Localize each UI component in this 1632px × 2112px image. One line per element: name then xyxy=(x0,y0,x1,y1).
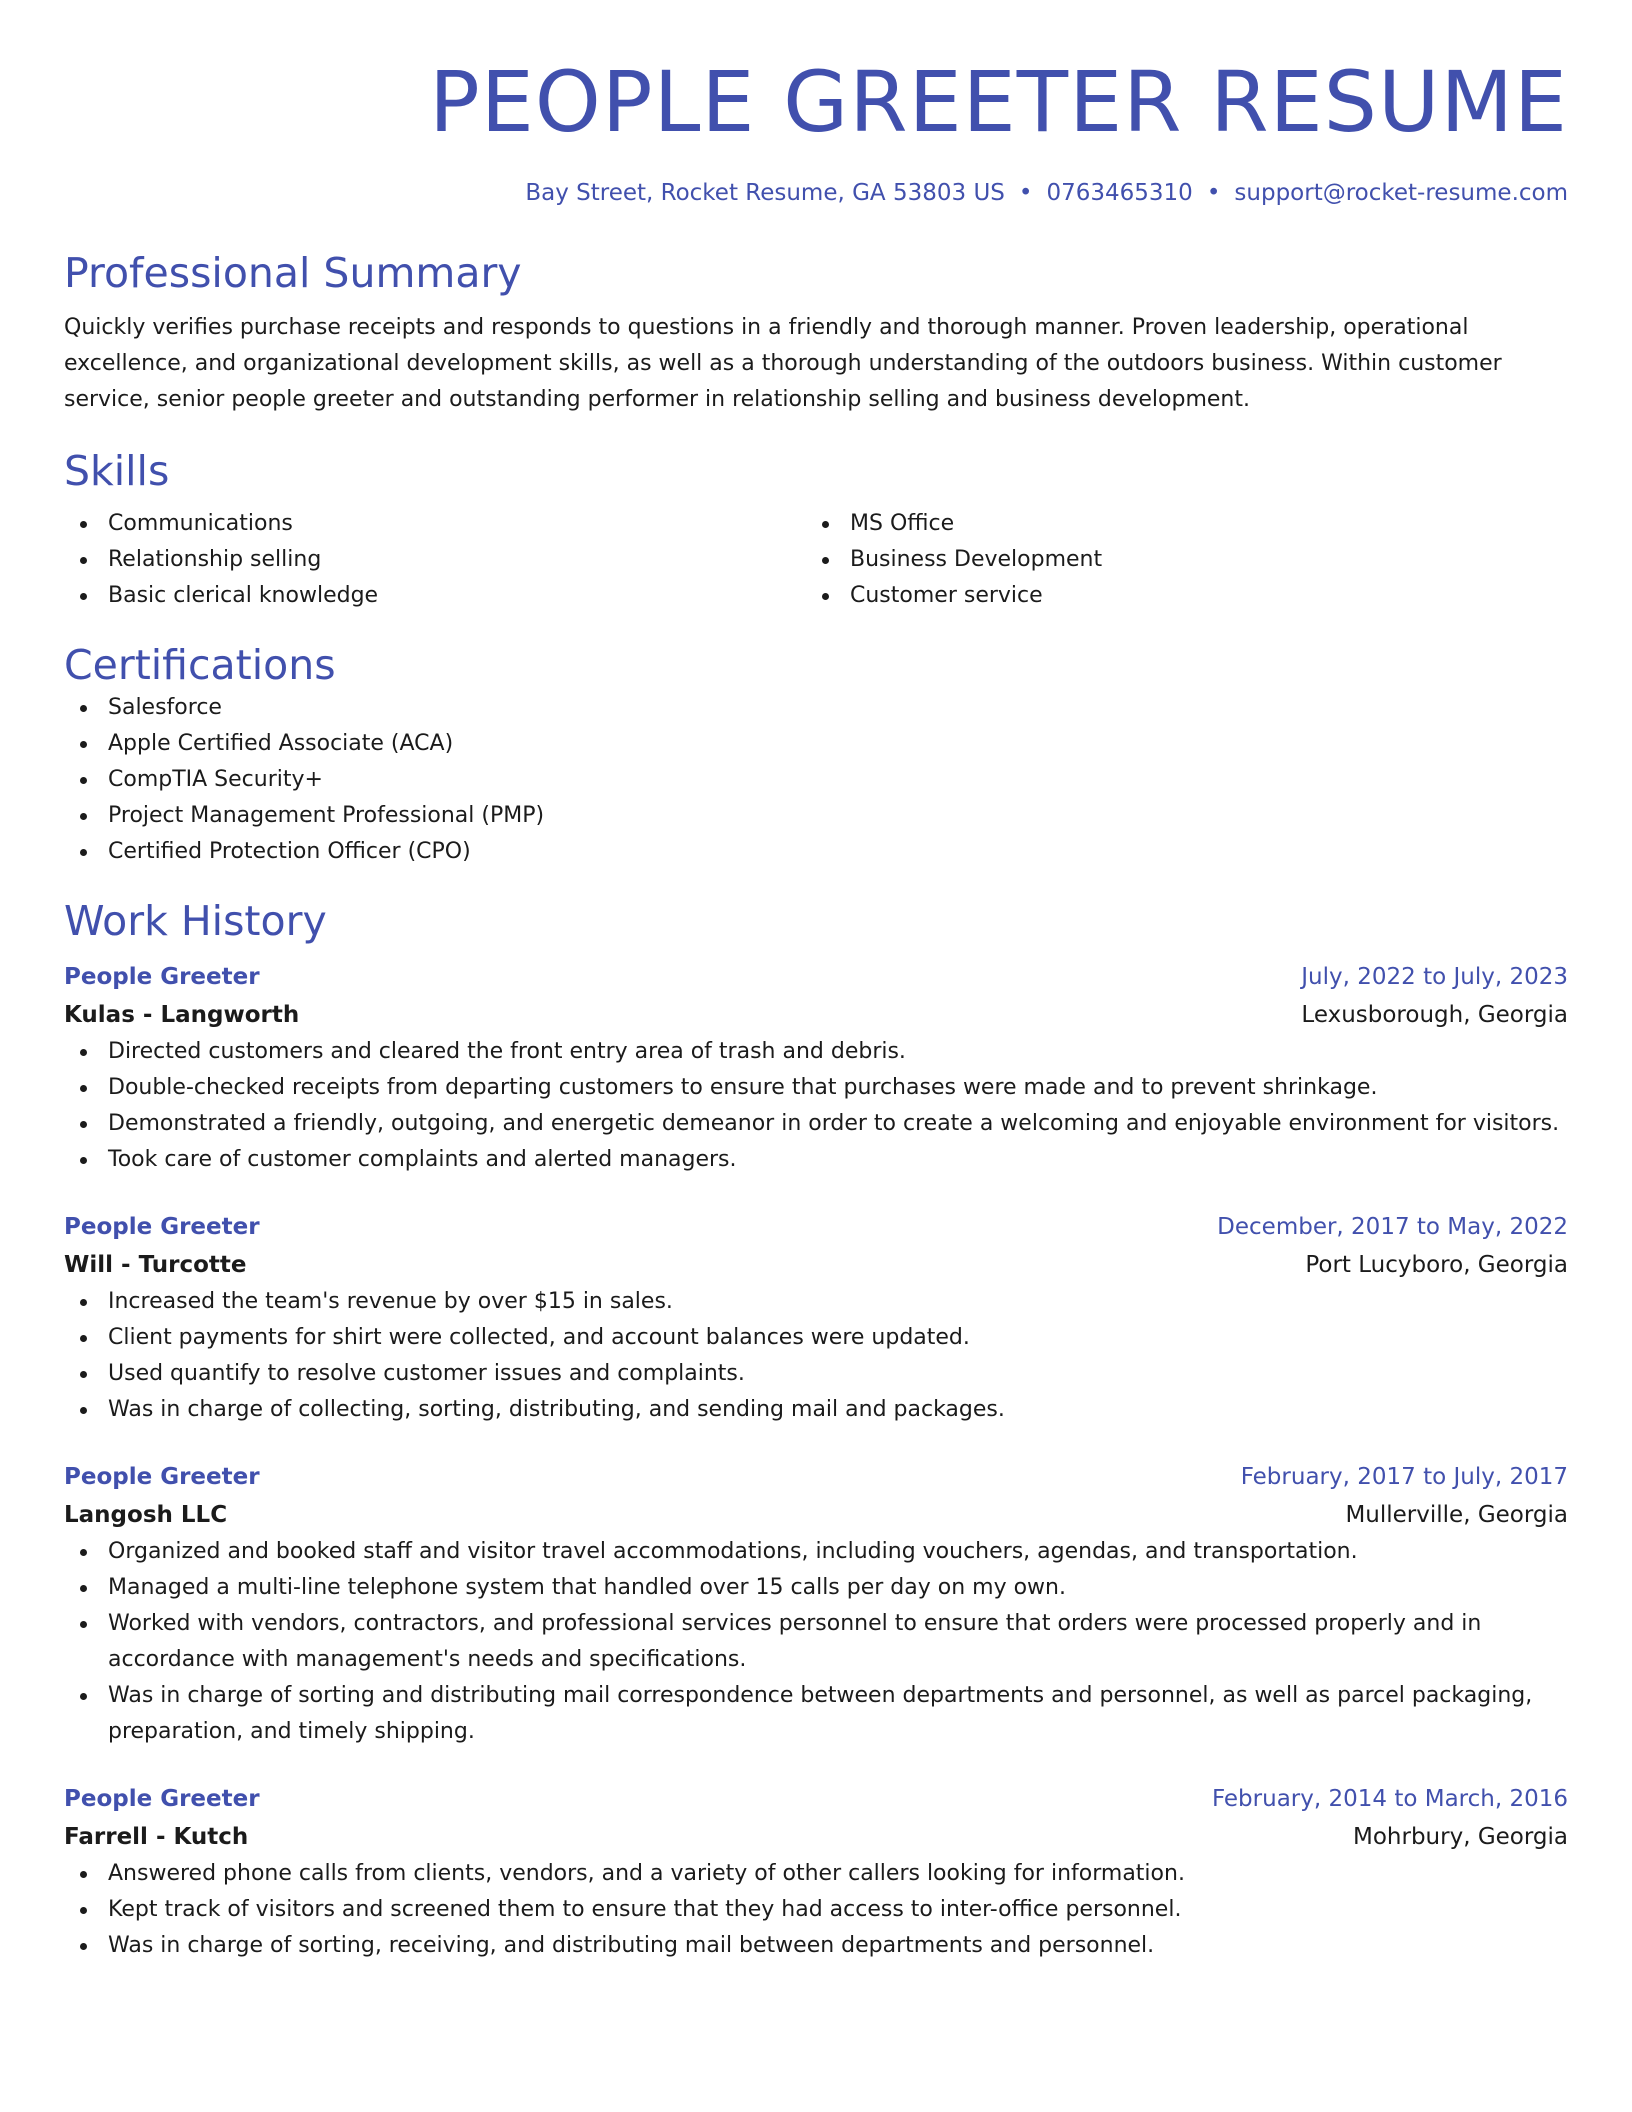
job-duty: Double-checked receipts from departing customers to ensure that purchases were made and to prevent shrinkage. xyxy=(64,1070,1568,1106)
job-duty: Increased the team's revenue by over $15 in sales. xyxy=(64,1284,1568,1320)
skill-item: Relationship selling xyxy=(64,542,806,578)
certification-item: Apple Certified Associate (ACA) xyxy=(64,726,1568,762)
contact-separator: • xyxy=(1206,180,1221,206)
job-duties-list xyxy=(64,1034,1568,1178)
job-company: Will - Turcotte xyxy=(64,1252,247,1278)
job-title: People Greeter xyxy=(64,1214,260,1240)
certifications-list xyxy=(64,690,1568,870)
job-location: Mohrbury, Georgia xyxy=(1353,1824,1568,1850)
skill-item: Customer service xyxy=(806,578,1548,614)
job-duty: Managed a multi-line telephone system that handled over 15 calls per day on my own. xyxy=(64,1570,1568,1606)
contact-phone: 0763465310 xyxy=(1046,180,1193,206)
job-duty: Answered phone calls from clients, vendors, and a variety of other callers looking for information. xyxy=(64,1856,1568,1892)
certification-item: CompTIA Security+ xyxy=(64,762,1568,798)
job-header-row xyxy=(64,1208,1568,1246)
job-entry xyxy=(64,1780,1568,1964)
job-duty: Client payments for shirt were collected, and account balances were updated. xyxy=(64,1320,1568,1356)
work-history-heading: Work History xyxy=(64,897,327,945)
job-location: Mullerville, Georgia xyxy=(1345,1502,1568,1528)
job-employer-row xyxy=(64,996,1568,1034)
job-employer-row xyxy=(64,1818,1568,1856)
resume-page xyxy=(64,0,1568,1964)
summary-heading: Professional Summary xyxy=(64,249,522,297)
job-duty: Was in charge of collecting, sorting, distributing, and sending mail and packages. xyxy=(64,1392,1568,1428)
contact-separator: • xyxy=(1018,180,1033,206)
resume-title: PEOPLE GREETER RESUME xyxy=(429,53,1568,151)
contact-email: support@rocket-resume.com xyxy=(1234,180,1568,206)
job-location: Lexusborough, Georgia xyxy=(1301,1002,1568,1028)
resume-header xyxy=(64,0,1568,208)
skills-column-left xyxy=(64,506,806,614)
job-duty: Kept track of visitors and screened them to ensure that they had access to inter-office personnel. xyxy=(64,1892,1568,1928)
job-entry xyxy=(64,1458,1568,1750)
certification-item: Salesforce xyxy=(64,690,1568,726)
job-duty: Used quantify to resolve customer issues and complaints. xyxy=(64,1356,1568,1392)
job-employer-row xyxy=(64,1246,1568,1284)
job-duty: Directed customers and cleared the front entry area of trash and debris. xyxy=(64,1034,1568,1070)
contact-line xyxy=(64,178,1568,208)
job-duty: Worked with vendors, contractors, and professional services personnel to ensure that orders were processed properly and in accordance with management's needs and specifications. xyxy=(64,1606,1568,1678)
job-duties-list xyxy=(64,1284,1568,1428)
skill-item: Communications xyxy=(64,506,806,542)
skills-grid xyxy=(64,506,1568,614)
contact-address: Bay Street, Rocket Resume, GA 53803 US xyxy=(525,180,1005,206)
skills-list-left xyxy=(64,506,806,614)
job-company: Kulas - Langworth xyxy=(64,1002,300,1028)
job-duty: Was in charge of sorting, receiving, and distributing mail between departments and personnel. xyxy=(64,1928,1568,1964)
job-duty: Took care of customer complaints and alerted managers. xyxy=(64,1142,1568,1178)
skill-item: Basic clerical knowledge xyxy=(64,578,806,614)
job-company: Farrell - Kutch xyxy=(64,1824,249,1850)
job-header-row xyxy=(64,1458,1568,1496)
skill-item: MS Office xyxy=(806,506,1548,542)
job-duty: Was in charge of sorting and distributing mail correspondence between departments and personnel, as well as parcel packaging, preparation, and timely shipping. xyxy=(64,1678,1568,1750)
job-employer-row xyxy=(64,1496,1568,1534)
job-dates: February, 2014 to March, 2016 xyxy=(1211,1786,1568,1812)
skills-column-right xyxy=(806,506,1548,614)
skills-heading: Skills xyxy=(64,447,170,495)
job-company: Langosh LLC xyxy=(64,1502,228,1528)
summary-text: Quickly verifies purchase receipts and responds to questions in a friendly and thorough manner. Proven leadership, operational excellence, and organizational development skills, as well as a thorough understanding of the outdoors business. Within customer service, senior people greeter and outstanding performer in relationship selling and business development. xyxy=(64,315,1502,412)
skill-item: Business Development xyxy=(806,542,1548,578)
job-dates: July, 2022 to July, 2023 xyxy=(1301,964,1568,990)
job-dates: February, 2017 to July, 2017 xyxy=(1240,1464,1568,1490)
job-title: People Greeter xyxy=(64,1464,260,1490)
job-duties-list xyxy=(64,1534,1568,1750)
job-duty: Organized and booked staff and visitor travel accommodations, including vouchers, agendas, and transportation. xyxy=(64,1534,1568,1570)
job-title: People Greeter xyxy=(64,1786,260,1812)
skills-list-right xyxy=(806,506,1548,614)
certification-item: Project Management Professional (PMP) xyxy=(64,798,1568,834)
job-entry xyxy=(64,1208,1568,1428)
job-duties-list xyxy=(64,1856,1568,1964)
job-title: People Greeter xyxy=(64,964,260,990)
job-dates: December, 2017 to May, 2022 xyxy=(1217,1214,1568,1240)
job-entry xyxy=(64,958,1568,1178)
certifications-heading: Certifications xyxy=(64,641,336,689)
job-header-row xyxy=(64,1780,1568,1818)
job-duty: Demonstrated a friendly, outgoing, and energetic demeanor in order to create a welcoming and enjoyable environment for visitors. xyxy=(64,1106,1568,1142)
job-header-row xyxy=(64,958,1568,996)
certification-item: Certified Protection Officer (CPO) xyxy=(64,834,1568,870)
job-location: Port Lucyboro, Georgia xyxy=(1305,1252,1568,1278)
